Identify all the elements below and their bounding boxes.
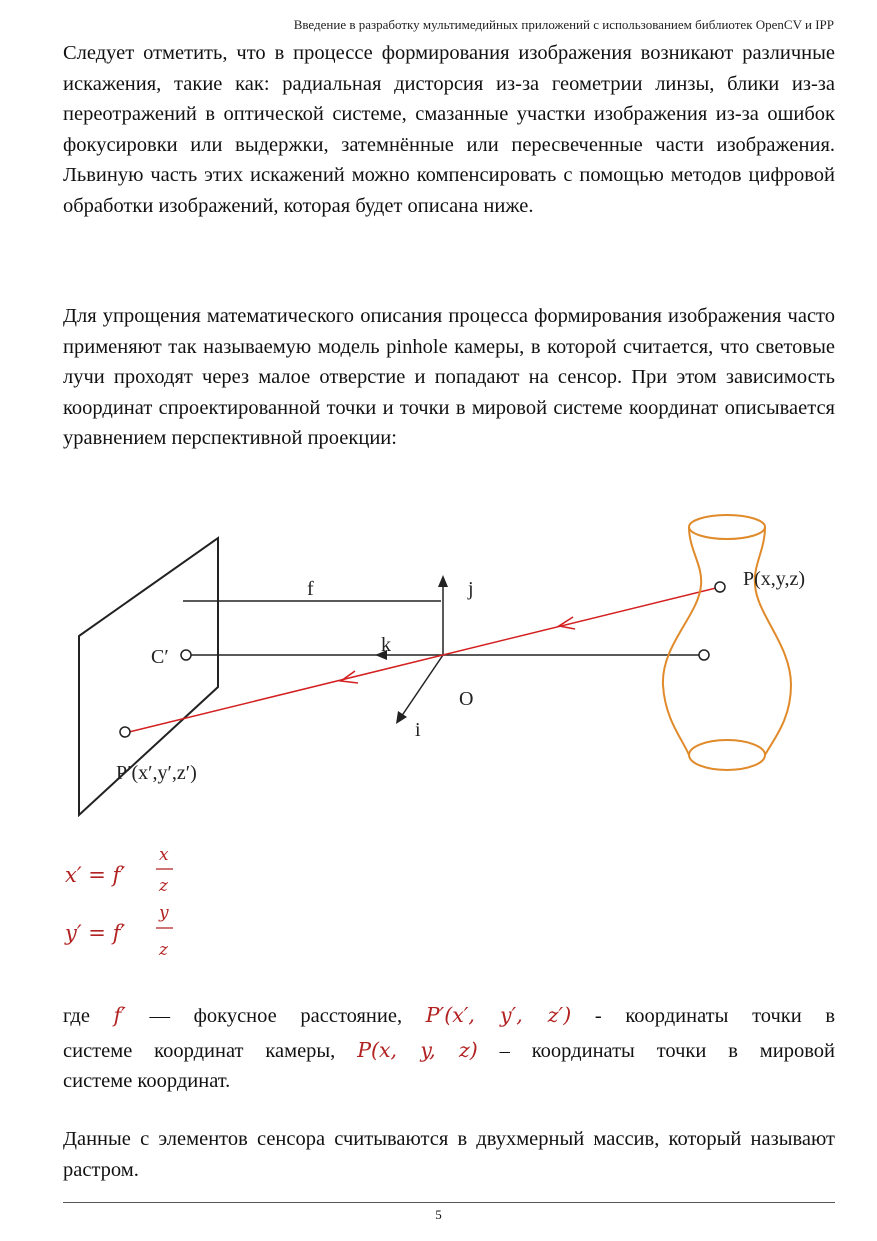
formula-x-lhs: x′ = f′: [65, 863, 126, 887]
label-f: f: [307, 578, 314, 600]
projection-formulas: [63, 842, 183, 962]
formula-y-numerator: y: [159, 903, 169, 923]
label-c-prime: C′: [151, 646, 169, 668]
label-j: j: [468, 578, 474, 600]
math-p-prime: P′(x′, y′, z′): [425, 1003, 572, 1027]
page-number: 5: [435, 1207, 442, 1222]
where-word: где: [63, 1005, 90, 1027]
footer-divider: [63, 1202, 835, 1203]
focal-text: — фокусное расстояние,: [149, 1005, 403, 1027]
label-p-prime: P′(x′,y′,z′): [116, 762, 197, 784]
vase-icon: [663, 515, 791, 770]
label-k: k: [381, 634, 391, 656]
explanation-line-3: системе координат.: [63, 1070, 231, 1092]
point-p-prime: [120, 727, 130, 737]
j-axis-arrowhead: [438, 575, 448, 587]
formula-y-lhs: y′ = f′: [65, 921, 126, 945]
explanation-line-1: [63, 998, 835, 1033]
axis-end-point: [699, 650, 709, 660]
math-focal: f′: [113, 1003, 126, 1027]
point-p: [715, 582, 725, 592]
page-header: Введение в разработку мультимедийных приложений с использованием библиотек OpenCV и IPP: [293, 17, 834, 32]
formula-y-denominator: z: [159, 940, 168, 960]
paragraph-distortions: Следует отметить, что в процессе формирования изображения возникают различные искажения, такие как: радиальная дисторсия из-за геометрии линзы, блики из-за переотражений в оптической системе, смазанные участки изображения из-за ошибок фокусировки или выдержки, затемнённые или пересвеченные части изображения. Львиную часть этих искажений можно компенсировать с помощью методов цифровой обработки изображений, которая будет описана ниже.: [63, 42, 835, 217]
label-p: P(x,y,z): [743, 568, 806, 590]
pinhole-camera-diagram: [63, 505, 835, 825]
camera-text: системе координат камеры,: [63, 1040, 336, 1062]
math-p: P(x, y, z): [357, 1038, 478, 1062]
coord-text: - координаты точки в: [594, 1005, 836, 1027]
explanation-line-2: [63, 1033, 835, 1068]
formula-x-denominator: z: [159, 876, 168, 896]
formula-x-numerator: x: [159, 845, 169, 865]
label-i: i: [415, 719, 421, 741]
i-axis-arrowhead: [396, 711, 407, 724]
world-text: – координаты точки в мировой: [499, 1040, 835, 1062]
paragraph-pinhole-model: Для упрощения математического описания процесса формирования изображения часто применяют так называемую модель pinhole камеры, в которой считается, что световые лучи проходят через малое отверстие и попадают на сенсор. При этом зависимость координат спроектированной точки и точки в мировой системе координат описывается уравнением перспективной проекции:: [63, 305, 835, 449]
label-o: O: [459, 688, 474, 710]
c-prime-point: [181, 650, 191, 660]
formula-explanation: [63, 998, 835, 1094]
paragraph-raster: Данные с элементов сенсора считываются в двухмерный массив, который называют растром.: [63, 1128, 835, 1181]
